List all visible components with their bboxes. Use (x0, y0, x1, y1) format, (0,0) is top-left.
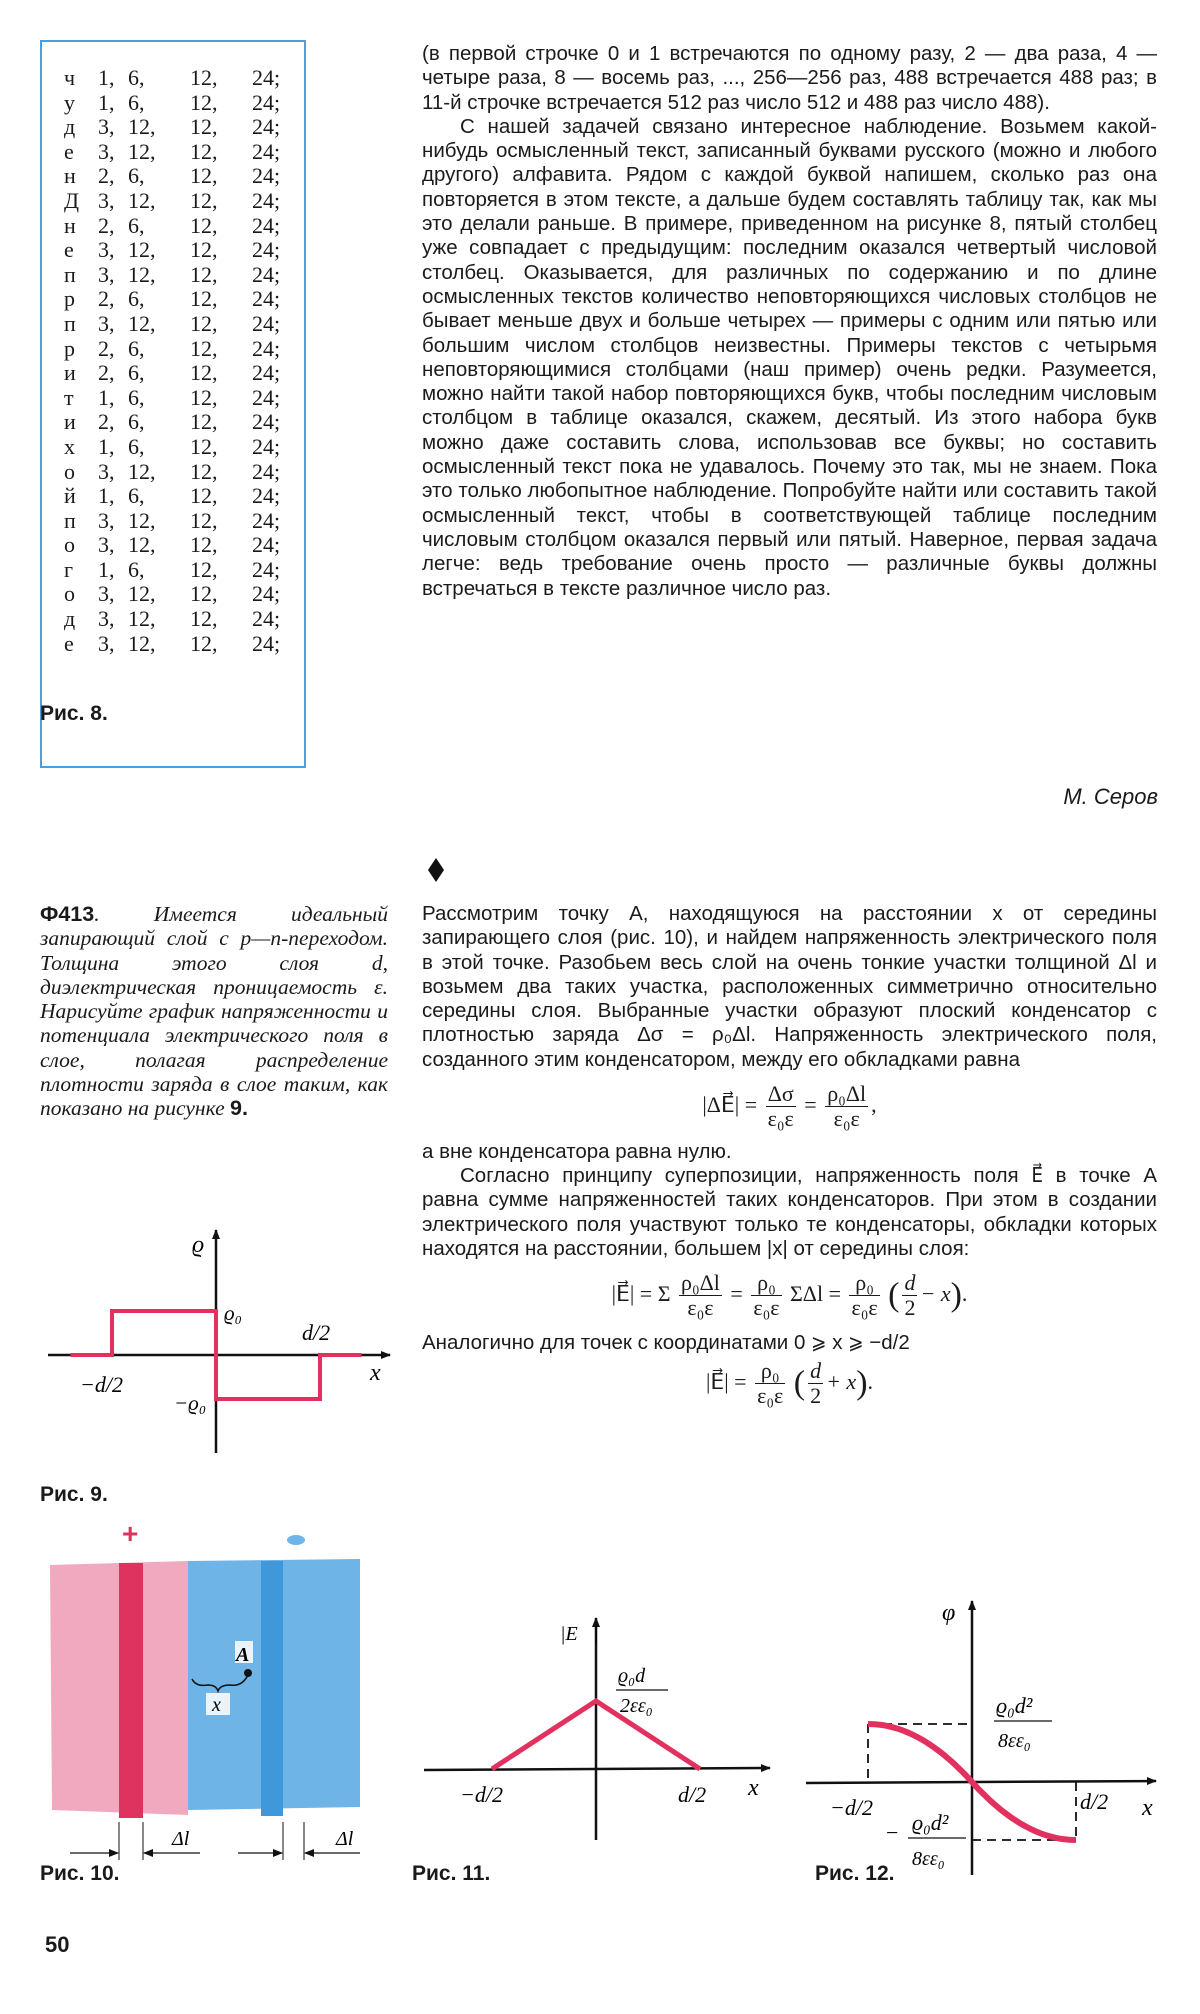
fraction (902, 1271, 917, 1321)
count-cell: 12, (128, 187, 156, 213)
table-row (64, 214, 280, 239)
letter-cell: е (64, 138, 74, 164)
count-cell: 12, (190, 187, 218, 213)
count-cell: 12, (190, 286, 218, 312)
article-continuation (422, 42, 1157, 601)
count-cell: 12, (128, 114, 156, 140)
count-cell: 24; (252, 409, 281, 435)
table-row (64, 312, 280, 337)
count-cell: 6, (128, 286, 145, 312)
figure-12-potential-plot (790, 1575, 1200, 1875)
numerator: d (810, 1358, 822, 1384)
article-paragraph-1: (в первой строчке 0 и 1 встречаются по одному разу, 2 — два раза, 4 — четыре раза, 8 — восемь раз, ..., 256—256 раз, 488 встречается 488 раз; в 11-й строчке встречается 512 раз число 512 и 488 раз число 488). (422, 42, 1157, 114)
count-cell: 12, (128, 507, 156, 533)
count-cell: 24; (252, 335, 281, 361)
figure-8-caption: Рис. 8. (40, 702, 108, 725)
letter-cell: и (64, 360, 76, 386)
denominator: ε₀ε (767, 1106, 794, 1132)
count-cell: 3, (98, 581, 115, 607)
denominator: ε₀ε (687, 1295, 714, 1321)
count-cell: 2, (98, 360, 115, 386)
bottom-value-sign: − (886, 1820, 899, 1845)
count-cell: 12, (190, 163, 218, 189)
fraction (755, 1359, 785, 1409)
count-cell: 3, (98, 630, 115, 656)
count-cell: 12, (190, 483, 218, 509)
problem-figure-ref: 9. (230, 1096, 248, 1121)
letter-cell: о (64, 532, 75, 558)
half-d-label: d/2 (678, 1782, 707, 1807)
count-cell: 3, (98, 532, 115, 558)
point-a-label: A (236, 1644, 250, 1666)
fraction (751, 1271, 781, 1321)
count-cell: 24; (252, 237, 281, 263)
letter-cell: д (64, 114, 76, 140)
count-cell: 24; (252, 384, 281, 410)
count-cell: 12, (190, 581, 218, 607)
numerator: ρ₀Δl (827, 1081, 867, 1107)
count-cell: 24; (252, 261, 281, 287)
half-d-label: d/2 (302, 1320, 331, 1345)
count-cell: 6, (128, 483, 145, 509)
numerator: Δσ (766, 1082, 796, 1107)
punctuation: . (867, 1368, 874, 1394)
formula-delta-e (422, 1082, 1157, 1132)
table-row (64, 238, 280, 263)
bottom-value-numerator: ϱ₀d² (912, 1810, 949, 1835)
count-cell: 3, (98, 310, 115, 336)
half-d-label: d/2 (1080, 1789, 1109, 1814)
fraction (825, 1082, 868, 1132)
figure-8-table-box (40, 40, 306, 768)
count-cell: 24; (252, 507, 281, 533)
count-cell: 24; (252, 606, 281, 632)
count-cell: 12, (128, 458, 156, 484)
count-cell: 1, (98, 433, 115, 459)
rho0-label: ϱ₀ (224, 1301, 242, 1325)
count-cell: 12, (190, 360, 218, 386)
table-row (64, 509, 280, 534)
count-cell: 12, (128, 581, 156, 607)
count-cell: 12, (190, 89, 218, 115)
dl-label-left: Δl (172, 1828, 190, 1850)
letter-cell: п (64, 507, 76, 533)
table-row (64, 115, 280, 140)
minus-sign (287, 1535, 305, 1545)
count-cell: 2, (98, 212, 115, 238)
count-cell: 24; (252, 187, 281, 213)
count-cell: 24; (252, 65, 281, 90)
count-cell: 12, (128, 261, 156, 287)
table-row (64, 189, 280, 214)
count-cell: 1, (98, 556, 115, 582)
count-cell: 1, (98, 483, 115, 509)
solution-paragraph-2: а вне конденсатора равна нулю. (422, 1139, 732, 1163)
letter-cell: о (64, 581, 75, 607)
solution-paragraph-4: Аналогично для точек с координатами 0 ⩾ x ⩾ −d/2 (422, 1330, 910, 1354)
count-cell: 24; (252, 286, 281, 312)
fraction (849, 1271, 879, 1321)
count-cell: 12, (128, 138, 156, 164)
count-cell: 12, (190, 409, 218, 435)
table-row (64, 263, 280, 288)
table-row (64, 632, 280, 657)
count-cell: 12, (190, 606, 218, 632)
table-row (64, 558, 280, 583)
negative-strip (261, 1561, 283, 1816)
point-a (244, 1669, 252, 1677)
count-cell: 12, (190, 556, 218, 582)
count-cell: 12, (128, 606, 156, 632)
top-value-numerator: ϱ₀d² (996, 1693, 1033, 1718)
table-row (64, 410, 280, 435)
count-cell: 3, (98, 507, 115, 533)
count-cell: 24; (252, 433, 281, 459)
figure-11-caption: Рис. 11. (412, 1862, 491, 1885)
figure-11-field-strength-plot (410, 1570, 790, 1870)
fraction (766, 1082, 796, 1132)
letter-cell: й (64, 483, 76, 509)
x-axis-label: x (370, 1360, 381, 1386)
count-cell: 24; (252, 212, 281, 238)
table-row (64, 386, 280, 411)
count-cell: 6, (128, 556, 145, 582)
y-axis-label: ϱ (192, 1232, 205, 1258)
equals-sign: = (804, 1091, 817, 1117)
denominator: ε₀ε (851, 1295, 878, 1321)
fraction (679, 1271, 722, 1321)
table-row (64, 607, 280, 632)
problem-text: . Имеется идеальный запирающий слой с p—n-переходом. Толщина этого слоя d, диэлектрическая проницаемость ε. Нарисуйте график напряженности и потенциала электрического поля в слое, полагая распределение плотности заряда в слое таким, как показано на рисунке (40, 902, 388, 1121)
article-paragraph-2: С нашей задачей связано интересное наблюдение. Возьмем какой-нибудь осмысленный текст, записанный буквами русского (можно и любого другого) алфавита. Рядом с каждой буквой напишем, сколько раз она повторяется в этом тексте, а дальше будем составлять таблицу так, как мы это делали раньше. В примере, приведенном на рисунке 8, пятый столбец уже совпадает с предыдущим: последним оказался четвертый числовой столбец. Оказывается, для различных по содержанию и по длине осмысленных текстов количество неповторяющихся числовых столбцов не бывает меньше двух и больше четырех — примеры с одним или пятью или большим числом столбцов неизвестны. Примеры текстов с четырьмя неповторяющимися столбцами (наш пример) очень редки. Разумеется, можно найти такой набор повторяющихся букв, чтобы последним числовым столбцом в таблице оказался, скажем, десятый. Из этого набора букв можно даже составить слова, использовав все буквы; но составить осмысленный текст пока не удавалось. Почему это так, мы не знаем. Пока это только любопытное наблюдение. Попробуйте найти или составить такой осмысленный текст, чтобы в соответствующей таблице последним числовым столбцом оказался первый или пятый. Наверное, первая задача легче: ведь требование очень просто — различные буквы должны встречаться в тексте различное число раз. (422, 114, 1157, 600)
letter-cell: р (64, 335, 75, 361)
denominator: 2 (810, 1383, 822, 1409)
count-cell: 1, (98, 384, 115, 410)
table-row (64, 361, 280, 386)
count-cell: 12, (190, 212, 218, 238)
x-axis-label: x (1142, 1795, 1153, 1821)
formula-term: − x (920, 1281, 951, 1306)
count-cell: 12, (190, 310, 218, 336)
count-cell: 24; (252, 581, 281, 607)
positive-strip (119, 1563, 143, 1818)
formula-e-positive-x: |E⃗| = Σ $\frac{\text{ρ₀Δl}}{\text{ε₀ε}}$ = $\frac{\text{ρ₀}}{\text{ε₀ε}}$ ΣΔl = $\frac{\text{ρ₀}}{\text{ε₀ε}}$ ( $\frac{d}{2}$ − x). (611, 1270, 968, 1321)
count-cell: 3, (98, 237, 115, 263)
solution (422, 902, 1157, 1413)
table-row (64, 91, 280, 116)
numerator: ρ₀Δl (681, 1270, 720, 1296)
figure-10-pn-junction-illustration (30, 1515, 410, 1885)
formula-term: + x (826, 1368, 857, 1394)
count-cell: 3, (98, 261, 115, 287)
count-cell: 3, (98, 114, 115, 140)
formula-lhs: |E⃗| = (705, 1368, 747, 1394)
count-cell: 3, (98, 606, 115, 632)
letter-cell: д (64, 606, 76, 632)
minus-half-d-label: −d/2 (460, 1782, 503, 1807)
letter-cell: Д (64, 187, 80, 213)
denominator: ε₀ε (757, 1383, 784, 1409)
letter-cell: н (64, 212, 76, 238)
punctuation: , (871, 1091, 877, 1117)
minus-rho0-label: −ϱ₀ (174, 1391, 207, 1415)
count-cell: 1, (98, 65, 115, 90)
letter-cell: т (64, 384, 74, 410)
minus-half-d-label: −d/2 (830, 1795, 873, 1820)
count-cell: 12, (190, 261, 218, 287)
table-row (64, 435, 280, 460)
count-cell: 12, (190, 532, 218, 558)
count-cell: 12, (190, 433, 218, 459)
count-cell: 24; (252, 556, 281, 582)
table-row (64, 337, 280, 362)
count-cell: 3, (98, 187, 115, 213)
count-cell: 2, (98, 286, 115, 312)
count-cell: 24; (252, 138, 281, 164)
count-cell: 12, (190, 630, 218, 656)
equals-sign: = (730, 1281, 743, 1306)
count-cell: 2, (98, 163, 115, 189)
letter-cell: г (64, 556, 74, 582)
article-author: М. Серов (1063, 784, 1158, 809)
count-cell: 12, (190, 507, 218, 533)
x-axis-label: x (748, 1775, 759, 1801)
count-cell: 6, (128, 433, 145, 459)
peak-numerator: ϱ₀d (618, 1665, 646, 1687)
count-cell: 24; (252, 532, 281, 558)
formula-e-negative-x: |E⃗| = $\frac{\text{ρ₀}}{\text{ε₀ε}}$ ( $\frac{d}{2}$ + x). (705, 1358, 874, 1409)
count-cell: 24; (252, 310, 281, 336)
count-cell: 24; (252, 114, 281, 140)
figure-9-caption-text: Рис. 9. (40, 1483, 108, 1506)
letter-cell: п (64, 310, 76, 336)
solution-paragraph-1: Рассмотрим точку A, находящуюся на расстоянии x от середины запирающего слоя (рис. 10), и найдем напряженность электрического поля в этой точке. Разобьем весь слой на очень тонкие участки толщиной Δl и возьмем два таких участка, расположенных симметрично относительно середины слоя. Выбранные участки образуют плоский конденсатор с плотностью заряда Δσ = ρ₀Δl. Напряженность электрического поля, созданного этим конденсатором, между его обкладками равна (422, 902, 1157, 1071)
table-row (64, 484, 280, 509)
count-cell: 2, (98, 335, 115, 361)
count-cell: 24; (252, 163, 281, 189)
figure-9-charge-density-plot (30, 1200, 410, 1500)
table-row (64, 582, 280, 607)
denominator: ε₀ε (833, 1106, 860, 1132)
table-row (64, 66, 280, 91)
numerator: ρ₀ (849, 1271, 879, 1296)
bottom-value-denominator: 8εε₀ (912, 1848, 945, 1870)
count-cell: 3, (98, 138, 115, 164)
table-row (64, 460, 280, 485)
formula-middle: ΣΔl = (790, 1281, 841, 1306)
plus-sign: + (122, 1518, 139, 1549)
letter-cell: н (64, 163, 76, 189)
table-row (64, 140, 280, 165)
count-cell: 3, (98, 458, 115, 484)
formula-lhs: |E⃗| = Σ (611, 1281, 671, 1306)
count-cell: 12, (190, 114, 218, 140)
figure-10-caption: Рис. 10. (40, 1862, 120, 1885)
peak-denominator: 2εε₀ (620, 1695, 653, 1717)
count-cell: 6, (128, 384, 145, 410)
count-cell: 12, (190, 335, 218, 361)
count-cell: 12, (190, 384, 218, 410)
fraction (808, 1359, 823, 1409)
count-cell: 12, (190, 237, 218, 263)
count-cell: 12, (128, 310, 156, 336)
top-value-denominator: 8εε₀ (998, 1730, 1031, 1752)
y-axis-label: |E⃗| (560, 1623, 599, 1645)
problem-statement (40, 902, 388, 1121)
count-cell: 12, (190, 138, 218, 164)
letter-cell: е (64, 237, 74, 263)
letter-cell: р (64, 286, 75, 312)
numerator: ρ₀ (755, 1359, 785, 1384)
count-cell: 6, (128, 409, 145, 435)
count-cell: 6, (128, 65, 145, 90)
minus-half-d-label: −d/2 (80, 1372, 123, 1397)
section-divider-diamond-icon (428, 858, 444, 882)
count-cell: 6, (128, 89, 145, 115)
letter-count-table (64, 66, 280, 656)
count-cell: 6, (128, 212, 145, 238)
table-row (64, 533, 280, 558)
count-cell: 12, (128, 630, 156, 656)
distance-x-label: x (212, 1694, 221, 1716)
count-cell: 24; (252, 483, 281, 509)
numerator: ρ₀ (751, 1271, 781, 1296)
denominator: 2 (904, 1295, 916, 1321)
letter-cell: х (64, 433, 75, 459)
count-cell: 6, (128, 360, 145, 386)
letter-cell: о (64, 458, 75, 484)
page-number: 50 (45, 1932, 70, 1957)
figure-12-caption: Рис. 12. (815, 1862, 895, 1885)
solution-paragraph-3: Согласно принципу суперпозиции, напряженность поля E⃗ в точке A равна сумме напряженностей таких конденсаторов. При этом в создании электрического поля участвуют только те конденсаторы, обкладки которых находятся на расстоянии, большем |x| от середины слоя: (422, 1163, 1157, 1260)
count-cell: 24; (252, 360, 281, 386)
formula-lhs: |ΔE⃗| = (702, 1091, 758, 1117)
letter-cell: п (64, 261, 76, 287)
count-cell: 24; (252, 89, 281, 115)
count-cell: 1, (98, 89, 115, 115)
count-cell: 12, (190, 458, 218, 484)
count-cell: 6, (128, 335, 145, 361)
letter-cell: е (64, 630, 74, 656)
count-cell: 12, (190, 65, 218, 90)
problem-number: Ф413 (40, 902, 95, 926)
letter-cell: у (64, 89, 75, 115)
x-axis (806, 1781, 1156, 1783)
letter-cell: ч (64, 65, 76, 90)
table-row (64, 164, 280, 189)
punctuation: . (961, 1281, 968, 1306)
count-cell: 12, (128, 237, 156, 263)
count-cell: 24; (252, 458, 281, 484)
y-axis-label: φ (942, 1600, 956, 1626)
letter-cell: и (64, 409, 76, 435)
dl-label-right: Δl (336, 1828, 354, 1850)
count-cell: 12, (128, 532, 156, 558)
denominator: ε₀ε (753, 1295, 780, 1321)
numerator: d (904, 1270, 916, 1296)
count-cell: 6, (128, 163, 145, 189)
count-cell: 2, (98, 409, 115, 435)
count-cell: 24; (252, 630, 281, 656)
table-row (64, 287, 280, 312)
